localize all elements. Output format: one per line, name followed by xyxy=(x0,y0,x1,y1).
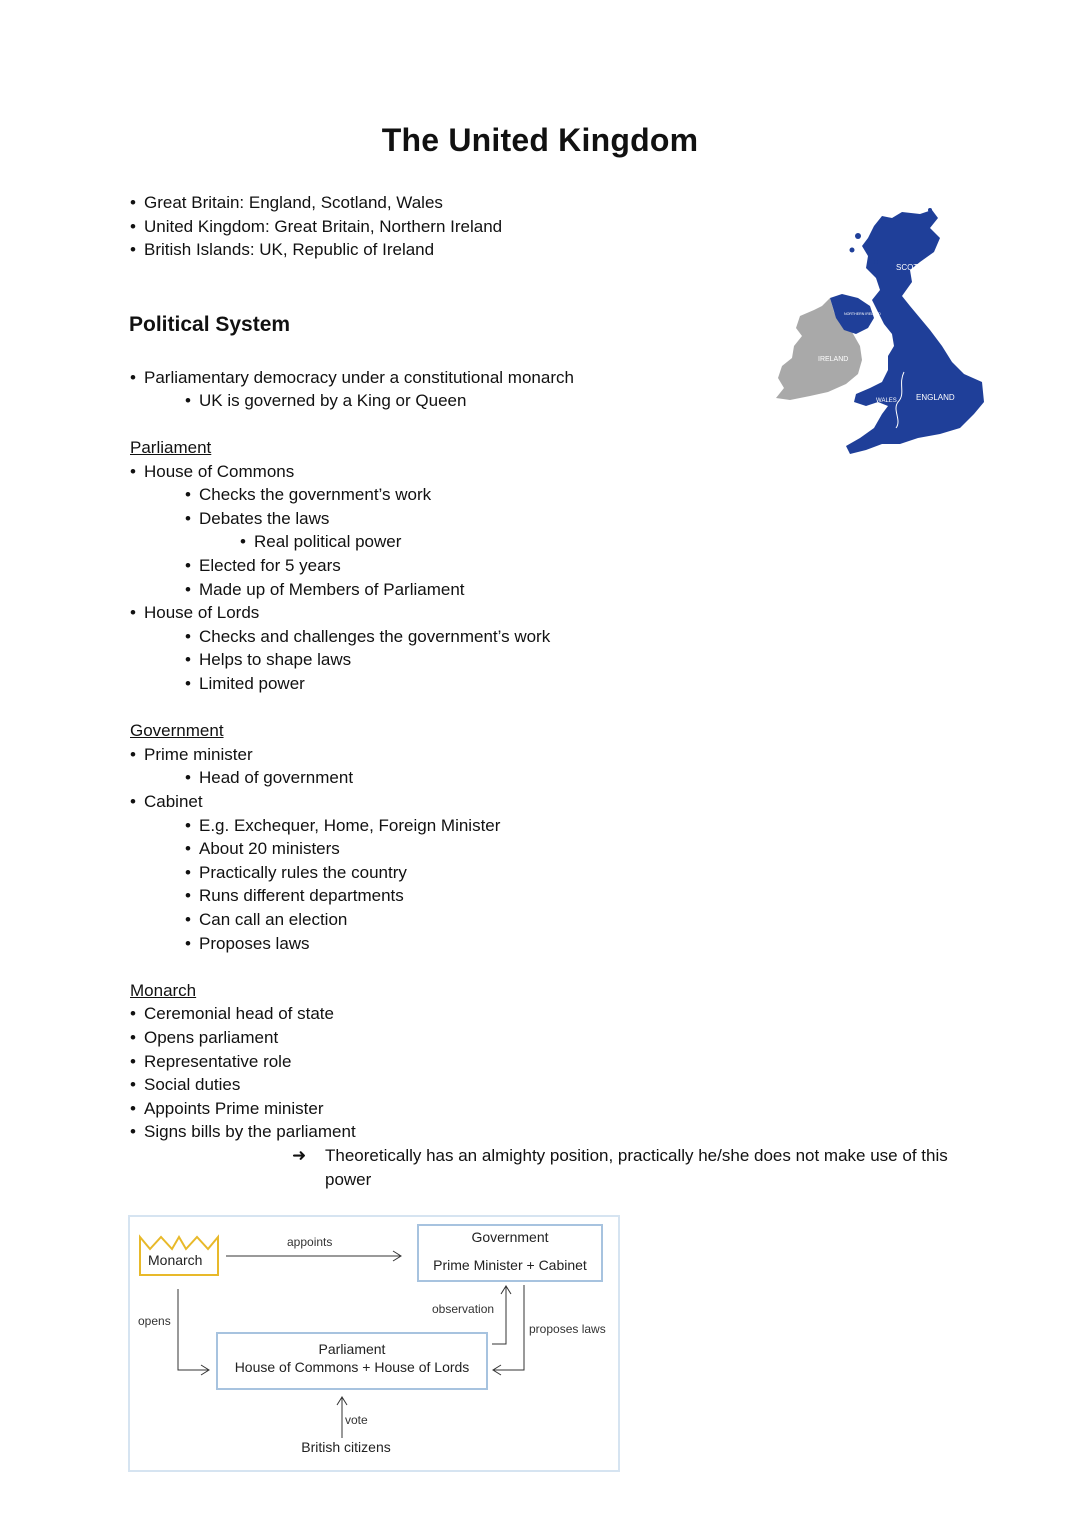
cabinet-item: • Proposes laws xyxy=(185,932,310,956)
monarch-item: • Appoints Prime minister xyxy=(130,1097,324,1121)
cabinet-item: • E.g. Exchequer, Home, Foreign Minister xyxy=(185,814,500,838)
cabinet-item: • Runs different departments xyxy=(185,884,404,908)
wales-label: WALES xyxy=(876,398,897,404)
cabinet: • Cabinet xyxy=(130,790,203,814)
prime-minister: • Prime minister xyxy=(130,743,253,767)
government-heading: Government xyxy=(130,721,224,740)
commons-item: • Made up of Members of Parliament xyxy=(185,578,465,602)
government-title: Government xyxy=(471,1229,549,1245)
lords-item: • Helps to shape laws xyxy=(185,648,351,672)
england-label: ENGLAND xyxy=(916,393,955,402)
pm-item: • Head of government xyxy=(185,766,353,790)
conclusion-text: Theoretically has an almighty position, practically he/she does not make use of this power xyxy=(325,1146,948,1189)
lords-item: • Checks and challenges the government’s work xyxy=(185,625,550,649)
monarch-conclusion xyxy=(292,1144,972,1192)
intro-item: • United Kingdom: Great Britain, Northern Ireland xyxy=(130,215,502,239)
political-system-diagram xyxy=(128,1215,620,1472)
proposes-laws-label: proposes laws xyxy=(529,1322,606,1336)
political-point: • Parliamentary democracy under a constitutional monarch xyxy=(130,366,574,390)
intro-item: • British Islands: UK, Republic of Ireland xyxy=(130,238,434,262)
commons-item: • Checks the government’s work xyxy=(185,483,431,507)
vote-label: vote xyxy=(345,1413,368,1427)
parliament-title: Parliament xyxy=(318,1341,386,1357)
monarch-heading: Monarch xyxy=(130,981,197,1000)
monarch-item: • Ceremonial head of state xyxy=(130,1002,334,1026)
monarch-label: Monarch xyxy=(148,1252,203,1268)
parliament-heading: Parliament xyxy=(130,438,212,457)
cabinet-item: • About 20 ministers xyxy=(185,837,340,861)
monarch-item: • Social duties xyxy=(130,1073,240,1097)
monarch-item: • Signs bills by the parliament xyxy=(130,1120,356,1144)
political-system-heading: Political System xyxy=(129,313,291,336)
right-arrow-icon: ➜ xyxy=(292,1146,307,1165)
opens-label: opens xyxy=(138,1314,171,1328)
parliament-subtitle: House of Commons + House of Lords xyxy=(234,1359,470,1375)
house-of-lords: • House of Lords xyxy=(130,601,259,625)
scotland-label: SCOTLAND xyxy=(896,263,940,272)
monarch-item: • Representative role xyxy=(130,1050,291,1074)
house-of-commons: • House of Commons xyxy=(130,460,294,484)
page-title: The United Kingdom xyxy=(381,122,699,158)
monarch-item: • Opens parliament xyxy=(130,1026,278,1050)
political-point: • UK is governed by a King or Queen xyxy=(185,389,466,413)
cabinet-item: • Practically rules the country xyxy=(185,861,407,885)
government-subtitle: Prime Minister + Cabinet xyxy=(433,1257,587,1273)
commons-item: • Elected for 5 years xyxy=(185,554,341,578)
northern-ireland-label: NORTHERN IRELAND xyxy=(844,312,881,316)
observation-label: observation xyxy=(432,1302,495,1316)
great-britain-shape xyxy=(846,210,984,454)
british-citizens-label: British citizens xyxy=(301,1439,391,1455)
commons-item: • Real political power xyxy=(240,530,401,554)
lords-item: • Limited power xyxy=(185,672,305,696)
uk-map xyxy=(770,206,992,458)
commons-item: • Debates the laws xyxy=(185,507,329,531)
intro-item: • Great Britain: England, Scotland, Wales xyxy=(130,191,443,215)
appoints-label: appoints xyxy=(287,1235,333,1249)
ireland-label: IRELAND xyxy=(818,356,849,363)
cabinet-item: • Can call an election xyxy=(185,908,347,932)
